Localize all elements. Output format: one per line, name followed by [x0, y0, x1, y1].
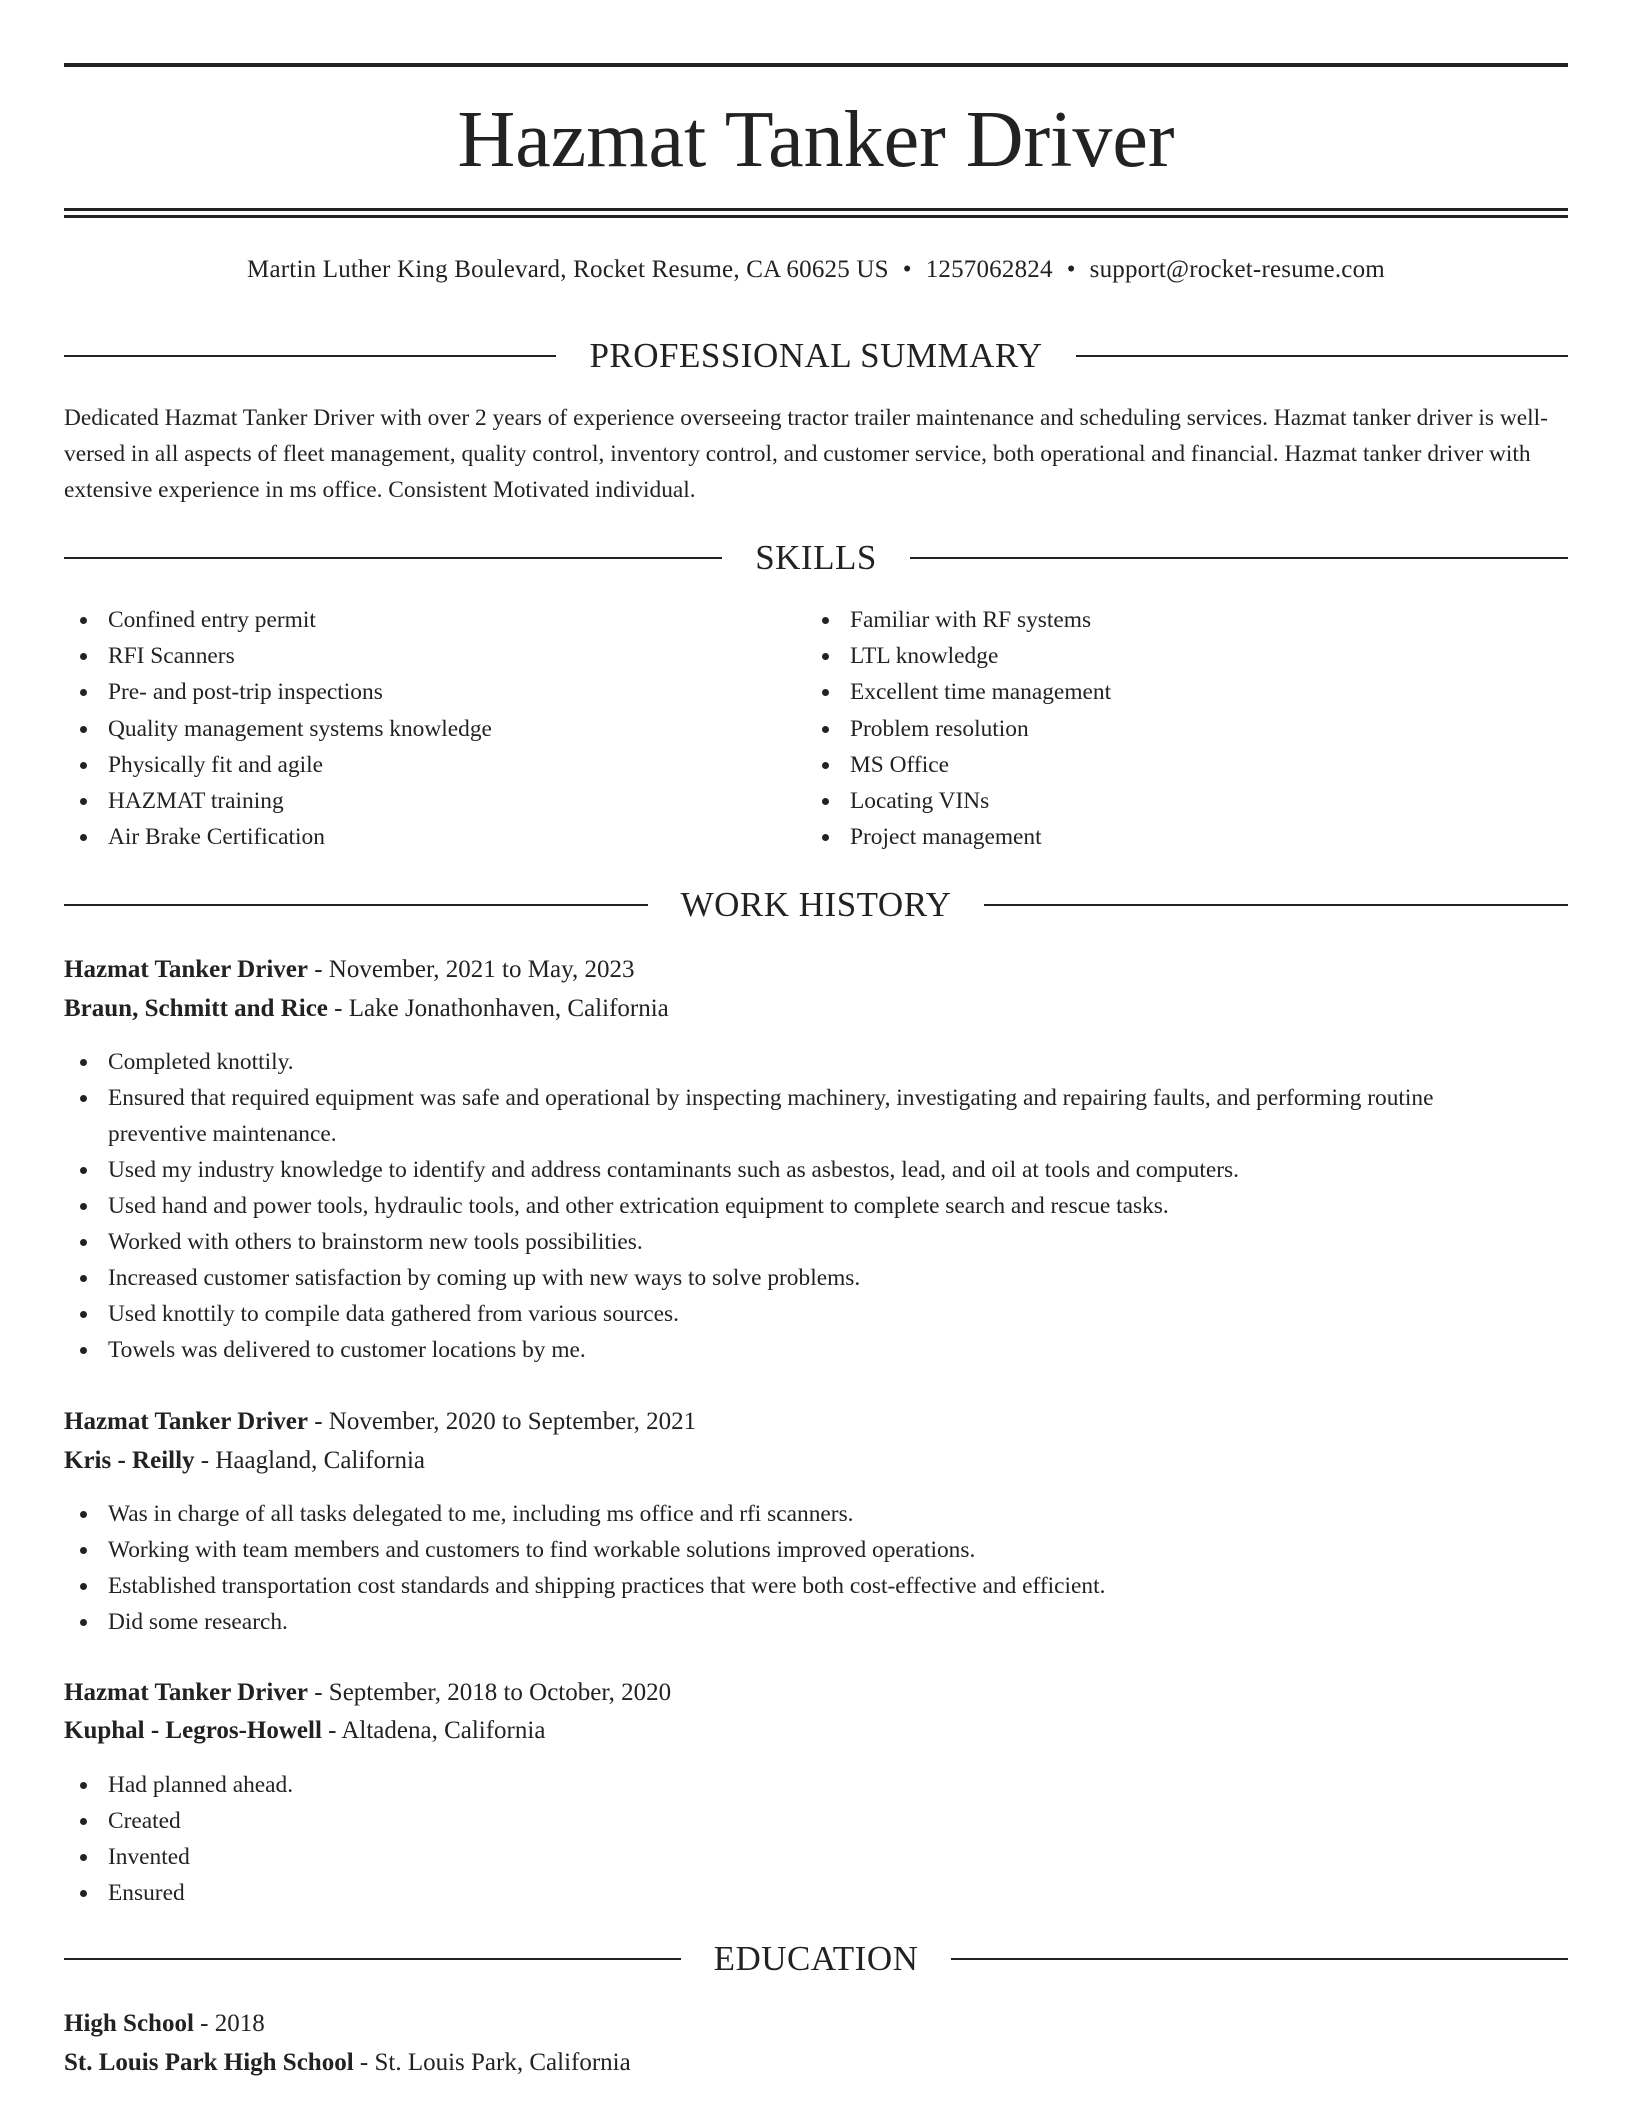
- duty-item: Was in charge of all tasks delegated to me, including ms office and rfi scanners.: [64, 1496, 1534, 1532]
- duty-item: Used knottily to compile data gathered from various sources.: [64, 1296, 1534, 1332]
- job-title: Hazmat Tanker Driver: [64, 1408, 308, 1435]
- contact-line: [64, 253, 1568, 287]
- job-title-line: [64, 953, 1568, 987]
- skill-item: Confined entry permit: [64, 602, 804, 638]
- section-title: PROFESSIONAL SUMMARY: [589, 336, 1043, 375]
- education-location: - St. Louis Park, California: [353, 2049, 631, 2076]
- section-heading-skills: [64, 537, 1568, 579]
- contact-separator: •: [902, 256, 912, 283]
- heading-rule: [64, 557, 722, 559]
- duty-item: Completed knottily.: [64, 1044, 1534, 1080]
- job-company-line: [64, 1714, 1568, 1748]
- duty-item: Did some research.: [64, 1604, 1534, 1640]
- job-title: Hazmat Tanker Driver: [64, 1679, 308, 1706]
- duty-item: Increased customer satisfaction by coming up with new ways to solve problems.: [64, 1260, 1534, 1296]
- job-duties-list: [64, 1496, 1534, 1640]
- skill-item: Problem resolution: [806, 711, 1546, 747]
- education-school: St. Louis Park High School: [64, 2049, 354, 2076]
- section-title: SKILLS: [755, 538, 877, 577]
- education-degree: High School: [64, 2010, 194, 2037]
- heading-rule: [64, 355, 556, 357]
- section-heading-work-history: [64, 884, 1568, 926]
- page-title: Hazmat Tanker Driver: [457, 96, 1175, 184]
- duty-item: Working with team members and customers to find workable solutions improved operations.: [64, 1532, 1534, 1568]
- education-degree-line: [64, 2007, 1568, 2041]
- summary-text: Dedicated Hazmat Tanker Driver with over 2 years of experience overseeing tractor trailer maintenance and scheduling services. Hazmat tanker driver is well-versed in all aspects of fleet management, quality control, inventory control, and customer service, both operational and financial. Hazmat tanker driver with extensive experience in ms office. Consistent Motivated individual.: [64, 405, 1548, 503]
- job-company-line: [64, 1444, 1568, 1478]
- skill-item: RFI Scanners: [64, 638, 804, 674]
- duty-item: Ensured: [64, 1875, 1534, 1911]
- education-year: - 2018: [193, 2010, 265, 2037]
- skills-list-left: [64, 602, 804, 855]
- job-location: - Lake Jonathonhaven, California: [327, 995, 669, 1022]
- job-title: Hazmat Tanker Driver: [64, 956, 308, 983]
- heading-rule: [64, 1958, 681, 1960]
- job-company: Kuphal - Legros-Howell: [64, 1717, 322, 1744]
- heading-rule: [951, 1958, 1568, 1960]
- header-bottom-rule-1: [64, 208, 1568, 211]
- heading-rule: [910, 557, 1568, 559]
- job-dates: - November, 2020 to September, 2021: [307, 1408, 697, 1435]
- duty-item: Used my industry knowledge to identify and address contaminants such as asbestos, lead, and oil at tools and computers.: [64, 1152, 1534, 1188]
- contact-separator: •: [1066, 256, 1076, 283]
- heading-rule: [984, 904, 1568, 906]
- job-location: - Haagland, California: [194, 1447, 425, 1474]
- heading-rule: [1076, 355, 1568, 357]
- skill-item: Project management: [806, 819, 1546, 855]
- duty-item: Towels was delivered to customer locations by me.: [64, 1332, 1534, 1368]
- job-title-line: [64, 1405, 1568, 1439]
- skill-item: Locating VINs: [806, 783, 1546, 819]
- skill-item: Quality management systems knowledge: [64, 711, 804, 747]
- duty-item: Ensured that required equipment was safe and operational by inspecting machinery, investigating and repairing faults, and performing routine preventive maintenance.: [64, 1080, 1534, 1152]
- heading-rule: [64, 904, 648, 906]
- job-company: Kris - Reilly: [64, 1447, 195, 1474]
- job-company-line: [64, 992, 1568, 1026]
- duty-item: Invented: [64, 1839, 1534, 1875]
- job-dates: - November, 2021 to May, 2023: [307, 956, 635, 983]
- skills-list-right: [806, 602, 1546, 855]
- contact-email: support@rocket-resume.com: [1089, 256, 1385, 283]
- header-bottom-rule-2: [64, 215, 1568, 218]
- skill-item: Familiar with RF systems: [806, 602, 1546, 638]
- section-heading-education: [64, 1938, 1568, 1980]
- job-dates: - September, 2018 to October, 2020: [307, 1679, 672, 1706]
- skill-item: HAZMAT training: [64, 783, 804, 819]
- skill-item: Pre- and post-trip inspections: [64, 674, 804, 710]
- skill-item: Physically fit and agile: [64, 747, 804, 783]
- skill-item: Excellent time management: [806, 674, 1546, 710]
- header-top-rule: [64, 63, 1568, 67]
- skill-item: LTL knowledge: [806, 638, 1546, 674]
- section-title: EDUCATION: [713, 1939, 919, 1978]
- section-heading-summary: [64, 335, 1568, 377]
- job-duties-list: [64, 1044, 1534, 1368]
- job-title-line: [64, 1676, 1568, 1710]
- job-location: - Altadena, California: [321, 1717, 546, 1744]
- duty-item: Created: [64, 1803, 1534, 1839]
- contact-phone: 1257062824: [925, 256, 1053, 283]
- duty-item: Had planned ahead.: [64, 1767, 1534, 1803]
- job-company: Braun, Schmitt and Rice: [64, 995, 328, 1022]
- job-duties-list: [64, 1767, 1534, 1911]
- education-school-line: [64, 2046, 1568, 2080]
- contact-address: Martin Luther King Boulevard, Rocket Resume, CA 60625 US: [247, 256, 889, 283]
- section-title: WORK HISTORY: [680, 885, 952, 924]
- duty-item: Used hand and power tools, hydraulic tools, and other extrication equipment to complete search and rescue tasks.: [64, 1188, 1534, 1224]
- skill-item: MS Office: [806, 747, 1546, 783]
- duty-item: Established transportation cost standards and shipping practices that were both cost-effective and efficient.: [64, 1568, 1534, 1604]
- duty-item: Worked with others to brainstorm new tools possibilities.: [64, 1224, 1534, 1260]
- skill-item: Air Brake Certification: [64, 819, 804, 855]
